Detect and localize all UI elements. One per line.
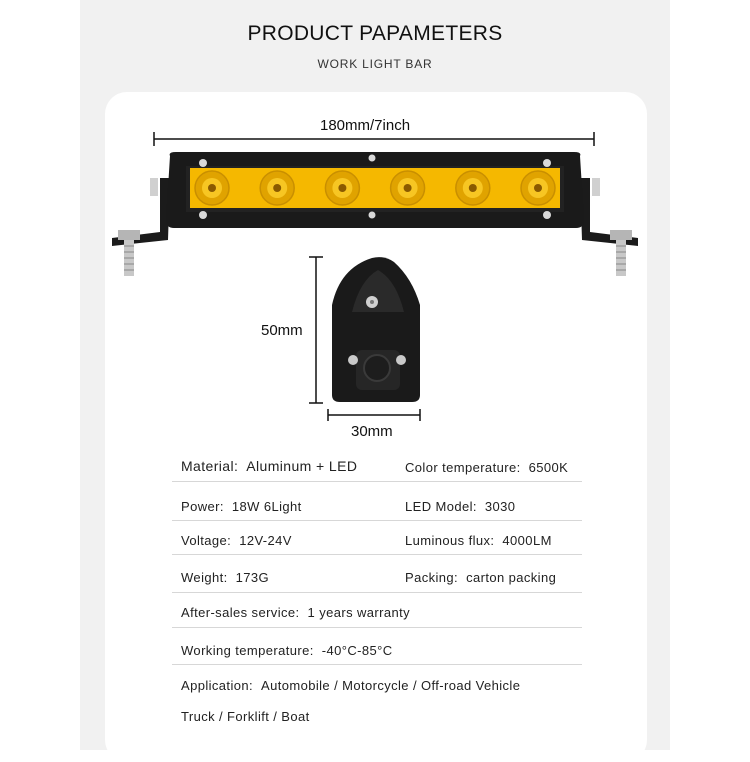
height-dimension-label: 50mm	[261, 322, 303, 339]
led-chip	[208, 184, 216, 192]
left-mounting-bracket	[112, 178, 170, 276]
spec-material	[181, 458, 357, 474]
spec-application-value-line2: Truck / Forklift / Boat	[181, 709, 310, 724]
depth-dimension-line	[328, 409, 420, 421]
spec-color-temperature-value: 6500K	[528, 460, 569, 475]
led-chip	[404, 184, 412, 192]
spec-led-model-value: 3030	[484, 499, 516, 514]
spec-packing-label: Packing:	[405, 570, 459, 585]
spec-application-line2	[181, 709, 310, 724]
spec-material-value: Aluminum + LED	[246, 458, 358, 474]
spec-weight-value: 173G	[235, 570, 270, 585]
spec-working-temperature	[181, 643, 393, 658]
led-chip	[273, 184, 281, 192]
length-dimension-line	[154, 132, 594, 146]
page-title: PRODUCT PAPAMETERS	[247, 22, 503, 45]
spec-working-temperature-value: -40°C-85°C	[321, 643, 393, 658]
amber-lens	[190, 168, 560, 208]
length-dimension-label: 180mm/7inch	[320, 117, 411, 134]
spec-divider	[172, 664, 582, 665]
spec-power-value: 18W 6Light	[231, 499, 302, 514]
spec-working-temperature-label: Working temperature:	[181, 643, 314, 658]
spec-luminous-flux-label: Luminous flux:	[405, 533, 495, 548]
led-chip	[534, 184, 542, 192]
spec-weight	[181, 570, 269, 585]
spec-voltage-value: 12V-24V	[239, 533, 292, 548]
height-dimension-line	[309, 257, 323, 403]
spec-after-sales	[181, 605, 410, 620]
spec-color-temperature	[405, 460, 568, 475]
right-mounting-bracket	[580, 178, 638, 276]
spec-packing-value: carton packing	[466, 570, 557, 585]
spec-application	[181, 678, 520, 693]
spec-divider	[172, 520, 582, 521]
spec-power	[181, 499, 302, 514]
spec-packing	[405, 570, 556, 585]
spec-color-temperature-label: Color temperature:	[405, 460, 521, 475]
spec-weight-label: Weight:	[181, 570, 228, 585]
spec-led-model	[405, 499, 515, 514]
spec-after-sales-value: 1 years warranty	[307, 605, 411, 620]
spec-after-sales-label: After-sales service:	[181, 605, 300, 620]
spec-luminous-flux-value: 4000LM	[502, 533, 552, 548]
spec-application-value: Automobile / Motorcycle / Off-road Vehicle	[261, 678, 521, 693]
spec-divider	[172, 627, 582, 628]
spec-led-model-label: LED Model:	[405, 499, 477, 514]
spec-application-label: Application:	[181, 678, 254, 693]
spec-divider	[172, 554, 582, 555]
spec-material-label: Material:	[181, 458, 239, 474]
spec-divider	[172, 481, 582, 482]
depth-dimension-label: 30mm	[351, 423, 393, 440]
spec-divider	[172, 592, 582, 593]
spec-luminous-flux	[405, 533, 552, 548]
side-profile-view	[332, 257, 420, 402]
spec-power-label: Power:	[181, 499, 224, 514]
led-chip	[338, 184, 346, 192]
spec-voltage	[181, 533, 292, 548]
spec-voltage-label: Voltage:	[181, 533, 232, 548]
page-subtitle: WORK LIGHT BAR	[317, 57, 433, 71]
led-chip	[469, 184, 477, 192]
